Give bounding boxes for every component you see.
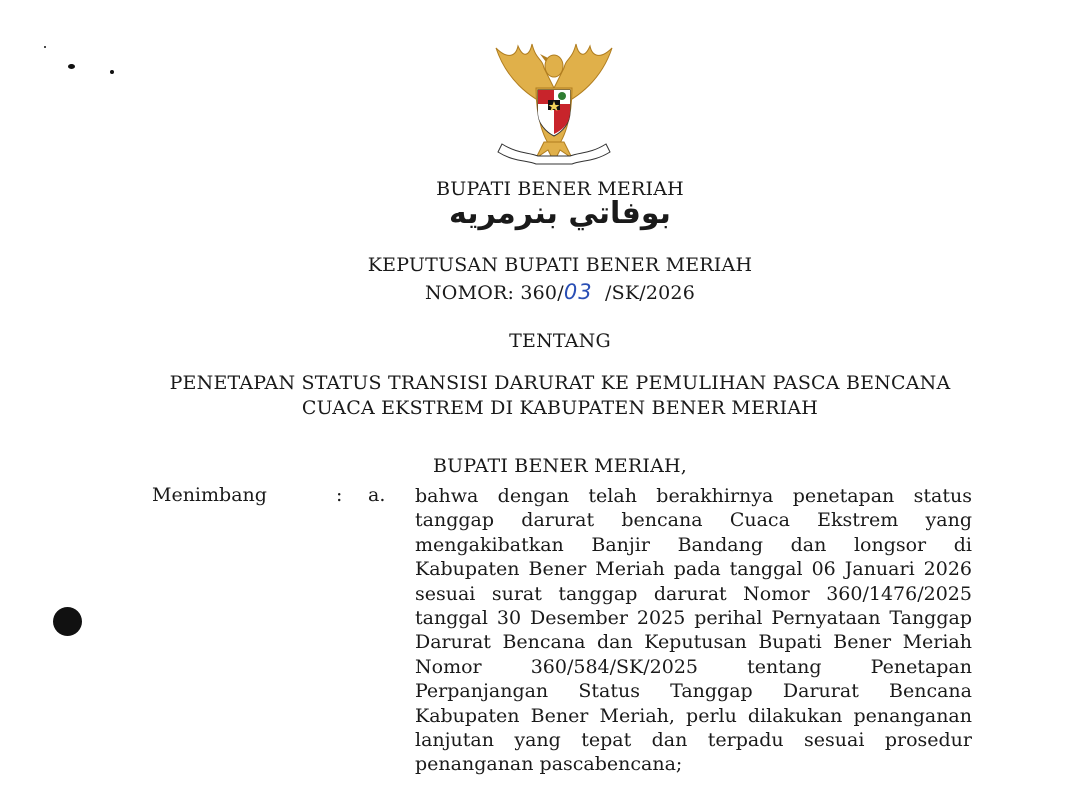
- issuer-heading: BUPATI BENER MERIAH: [436, 178, 684, 200]
- decree-number-suffix: /SK/2026: [605, 282, 696, 304]
- decree-number-handwritten: 03: [563, 280, 593, 304]
- scan-speck: [44, 46, 46, 48]
- decree-title: KEPUTUSAN BUPATI BENER MERIAH: [367, 254, 753, 276]
- punch-hole-mark: [53, 607, 82, 636]
- consideration-label: Menimbang: [152, 484, 267, 506]
- issuer-heading-arabic: بوفاتي بنرمريه: [449, 196, 671, 231]
- consideration-item-text: bahwa dengan telah berakhirnya penetapan status tanggap darurat bencana Cuaca Ekstrem yang mengakibatkan Banjir Bandang dan longsor di Kabupaten Bener Meriah pada tanggal 06 Januari 2026 sesuai surat tanggap darurat Nomor 360/1476/2025 tanggal 30 Desember 2025 perihal Pernyataan Tanggap Darurat Bencana dan Keputusan Bupati Bener Meriah Nomor 360/584/SK/2025 tentang Penetapan Perpanjangan Status Tanggap Darurat Bencana Kabupaten Bener Meriah, perlu dilakukan penanganan lanjutan yang tepat dan terpadu sesuai prosedur penanganan pascabencana;: [415, 485, 972, 776]
- authority-heading: BUPATI BENER MERIAH,: [432, 455, 688, 477]
- decree-subject-line1: PENETAPAN STATUS TRANSISI DARURAT KE PEMULIHAN PASCA BENCANA: [169, 372, 951, 394]
- decree-number: [0, 280, 1080, 304]
- consideration-colon: :: [336, 484, 343, 506]
- garuda-pancasila-emblem-icon: [488, 38, 620, 168]
- scan-speck: [110, 70, 114, 74]
- consideration-item-letter: a.: [368, 484, 386, 506]
- decree-subject-line2: CUACA EKSTREM DI KABUPATEN BENER MERIAH: [301, 397, 819, 419]
- scan-speck: [68, 64, 75, 69]
- about-label: TENTANG: [509, 330, 611, 352]
- decree-number-prefix: NOMOR: 360/: [424, 282, 564, 304]
